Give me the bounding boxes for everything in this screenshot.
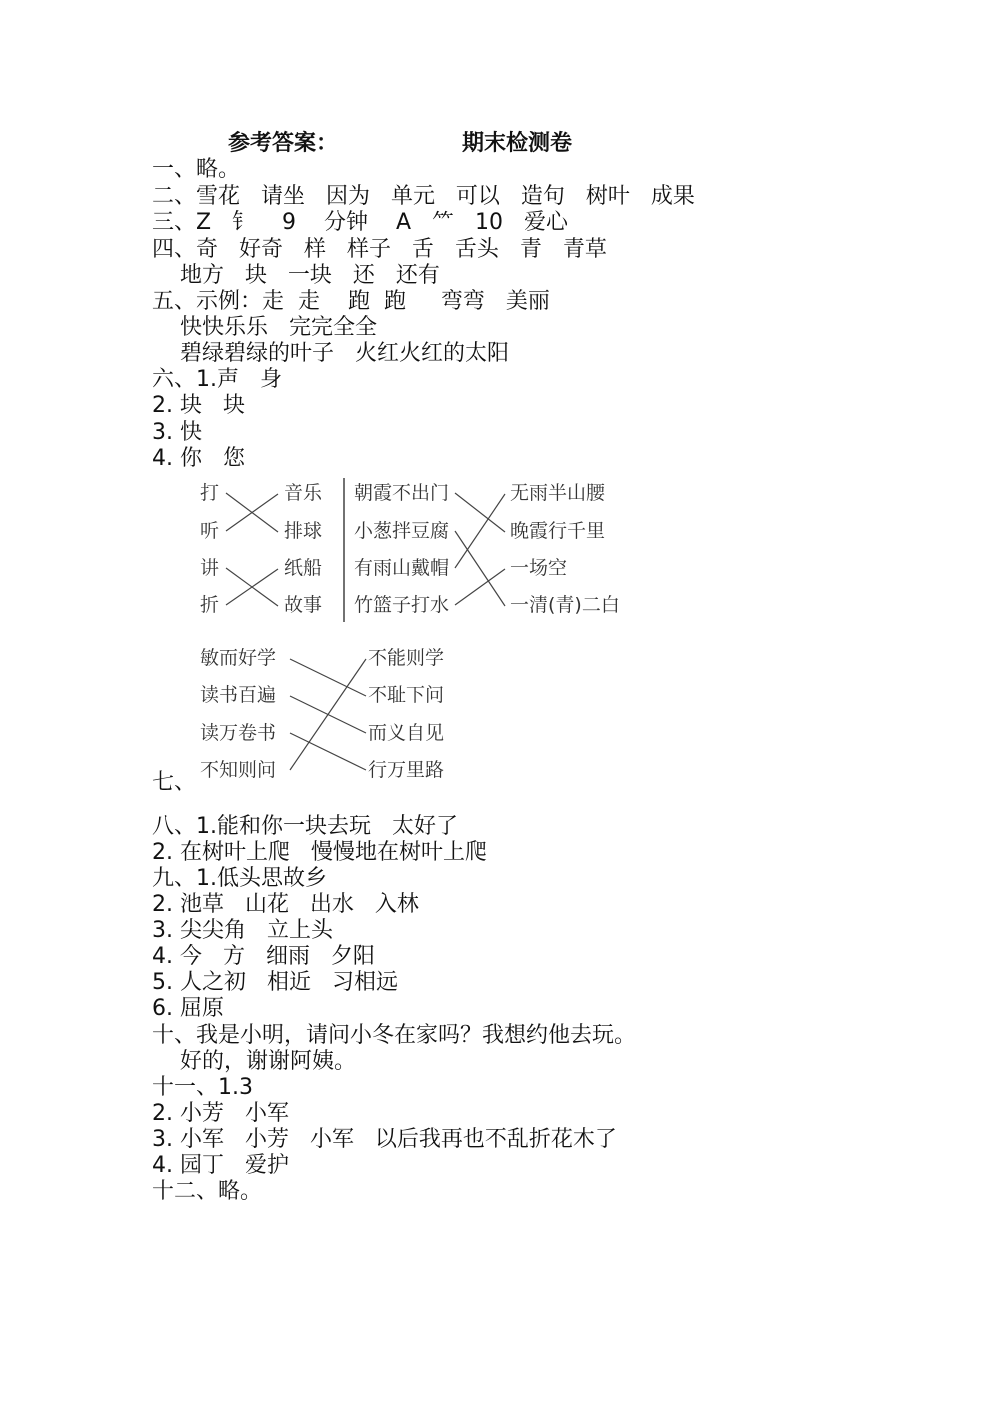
answer-line-10: 2. 块 块 — [152, 393, 245, 418]
answer-line-17: 2. 池草 山花 出水 入林 — [152, 892, 419, 917]
answer-line-12: 4. 你 您 — [152, 446, 245, 471]
answer-line-13: 七、 — [152, 770, 197, 795]
answer-line-4: 四、奇 好奇 样 样子 舌 舌头 青 青草 — [152, 237, 607, 262]
match2-right-item: 无雨半山腰 — [510, 482, 606, 504]
match1-right-item: 音乐 — [284, 482, 323, 504]
answer-line-16: 九、1.低头思故乡 — [152, 866, 327, 891]
match3-left-item: 读万卷书 — [200, 722, 277, 744]
answer-line-7: 快快乐乐 完完全全 — [152, 315, 377, 340]
match1-left-item: 听 — [200, 520, 220, 542]
answer-line-21: 6. 屈原 — [152, 996, 224, 1021]
answer-line-15: 2. 在树叶上爬 慢慢地在树叶上爬 — [152, 840, 487, 865]
match2-left-item: 朝霞不出门 — [354, 482, 450, 504]
match3-right-item: 不能则学 — [368, 647, 445, 669]
answer-line-28: 十二、略。 — [152, 1179, 263, 1204]
match2-left-item: 竹篮子打水 — [354, 594, 450, 616]
answer-line-23: 好的，谢谢阿姨。 — [152, 1049, 356, 1074]
test-title: 期末检测卷 — [462, 131, 573, 156]
answer-line-1: 一、略。 — [152, 157, 241, 182]
answer-line-19: 4. 今 方 细雨 夕阳 — [152, 944, 375, 969]
answer-line-8: 碧绿碧绿的叶子 火红火红的太阳 — [152, 341, 509, 366]
match3-left-item: 读书百遍 — [200, 684, 277, 706]
answer-line-9: 六、1.声 身 — [152, 367, 282, 392]
match3-link-line — [290, 659, 366, 770]
match3-left-item: 不知则问 — [200, 759, 277, 781]
match1-left-item: 讲 — [200, 557, 220, 579]
answer-line-26: 3. 小军 小芳 小军 以后我再也不乱折花木了 — [152, 1127, 617, 1152]
match2-link-line — [455, 531, 505, 606]
answer-line-20: 5. 人之初 相近 习相远 — [152, 970, 398, 995]
match2-right-item: 晚霞行千里 — [510, 520, 606, 542]
answer-line-6: 五、示例：走 走 跑 跑 弯弯 美丽 — [152, 289, 550, 314]
match1-left-item: 打 — [200, 482, 220, 504]
answer-line-14: 八、1.能和你一块去玩 太好了 — [152, 814, 458, 839]
answer-label: 参考答案： — [228, 131, 339, 156]
match1-left-item: 折 — [200, 594, 220, 616]
match3-link-line — [290, 733, 366, 770]
answer-line-18: 3. 尖尖角 立上头 — [152, 918, 333, 943]
match1-right-item: 排球 — [284, 520, 323, 542]
answer-line-24: 十一、1.3 — [152, 1075, 253, 1100]
match3-right-item: 而义自见 — [368, 722, 445, 744]
match2-right-item: 一清(青)二白 — [510, 594, 620, 616]
answer-line-5: 地方 块 一块 还 还有 — [152, 263, 440, 288]
match1-right-item: 纸船 — [284, 557, 323, 579]
answer-line-27: 4. 园丁 爱护 — [152, 1153, 289, 1178]
answer-line-22: 十、我是小明，请问小冬在家吗？我想约他去玩。 — [152, 1023, 637, 1048]
match2-link-line — [455, 493, 505, 532]
match3-link-line — [290, 659, 366, 696]
match2-right-item: 一场空 — [510, 557, 568, 579]
match2-link-line — [455, 569, 505, 605]
answer-line-2: 二、雪花 请坐 因为 单元 可以 造句 树叶 成果 — [152, 184, 695, 209]
answer-line-25: 2. 小芳 小军 — [152, 1101, 289, 1126]
match3-right-item: 不耻下问 — [368, 684, 445, 706]
match3-right-item: 行万里路 — [368, 759, 445, 781]
answer-line-3: 三、Z 钅 9 分钟 A ⺮ 10 爱心 — [152, 210, 568, 235]
match3-left-item: 敏而好学 — [200, 647, 277, 669]
match2-left-item: 有雨山戴帽 — [354, 557, 450, 579]
answer-line-11: 3. 快 — [152, 420, 202, 445]
match2-left-item: 小葱拌豆腐 — [354, 520, 450, 542]
match2-link-line — [455, 494, 505, 568]
match1-right-item: 故事 — [284, 594, 323, 616]
